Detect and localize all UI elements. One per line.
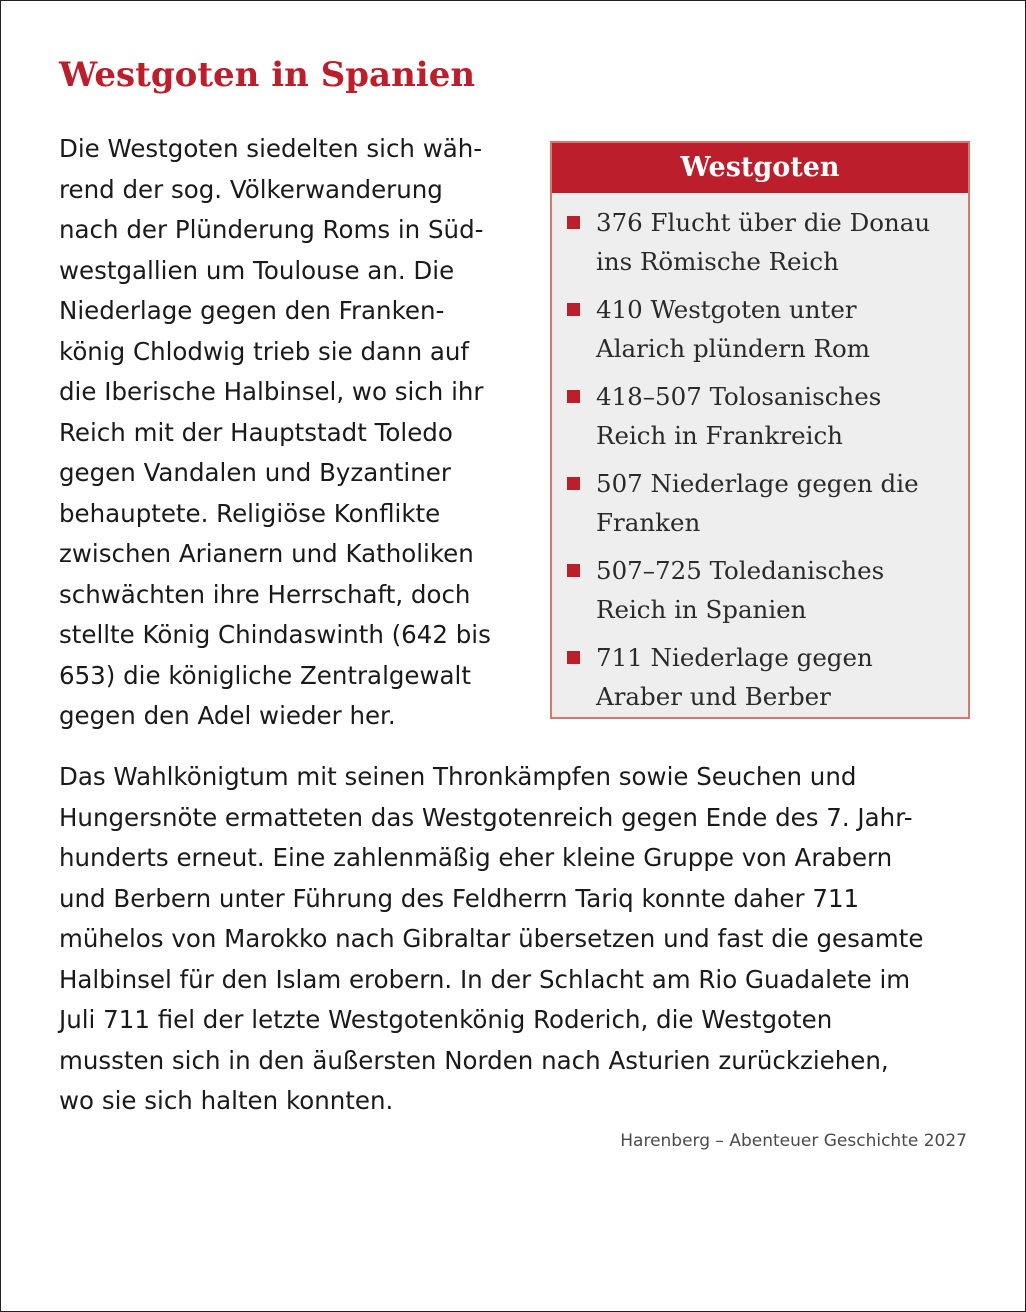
timeline-item — [552, 464, 968, 542]
timeline-item — [552, 290, 968, 368]
square-bullet-icon — [567, 216, 580, 229]
square-bullet-icon — [567, 303, 580, 316]
text-line: die Iberische Halbinsel, wo sich ihr — [59, 377, 484, 406]
text-line: gegen Vandalen und Byzantiner — [59, 458, 451, 487]
main-paragraph — [59, 757, 974, 1122]
timeline-box-title: Westgoten — [552, 143, 968, 193]
text-line: 653) die königliche Zentralgewalt — [59, 660, 471, 690]
timeline-item-line: Reich in Spanien — [596, 595, 807, 624]
text-line: westgallien um Toulouse an. Die — [59, 255, 455, 285]
timeline-item-line: 376 Flucht über die Donau — [596, 208, 931, 237]
timeline-item-line: 711 Niederlage gegen — [596, 643, 873, 672]
text-line: und Berbern unter Führung des Feldherrn Tariq konnte daher 711 — [59, 883, 860, 913]
timeline-item-text — [596, 290, 968, 368]
timeline-item-line: Reich in Frankreich — [596, 421, 843, 450]
text-line: Hungersnöte ermatteten das Westgotenreich gegen Ende des 7. Jahr- — [59, 802, 913, 832]
timeline-item — [552, 551, 968, 629]
intro-paragraph — [59, 129, 539, 737]
text-line: schwächten ihre Herrschaft, doch — [59, 579, 471, 609]
timeline-box — [550, 141, 970, 719]
text-line: könig Chlodwig trieb sie dann auf — [59, 336, 470, 366]
page-title: Westgoten in Spanien — [59, 55, 476, 95]
text-line: Halbinsel für den Islam erobern. In der Schlacht am Rio Guadalete im — [59, 964, 911, 994]
timeline-item-line: 410 Westgoten unter — [596, 295, 857, 324]
text-line: hunderts erneut. Eine zahlenmäßig eher kleine Gruppe von Arabern — [59, 843, 893, 872]
timeline-item — [552, 638, 968, 716]
timeline-list — [552, 193, 968, 716]
timeline-item-line: ins Römische Reich — [596, 247, 839, 276]
text-line: gegen den Adel wieder her. — [59, 701, 396, 730]
timeline-item-text — [596, 638, 968, 716]
timeline-item — [552, 203, 968, 281]
timeline-item — [552, 377, 968, 455]
text-line: mühelos von Marokko nach Gibraltar übersetzen und fast die gesamte — [59, 924, 924, 953]
timeline-item-line: 507 Niederlage gegen die — [596, 469, 919, 498]
text-line: stellte König Chindaswinth (642 bis — [59, 620, 491, 649]
text-line: Das Wahlkönigtum mit seinen Thronkämpfen sowie Seuchen und — [59, 762, 857, 791]
timeline-item-text — [596, 203, 968, 281]
timeline-item-line: 418–507 Tolosanisches — [596, 382, 882, 411]
square-bullet-icon — [567, 564, 580, 577]
text-line: rend der sog. Völkerwanderung — [59, 174, 443, 204]
timeline-item-text — [596, 551, 968, 629]
text-line: nach der Plünderung Roms in Süd- — [59, 215, 484, 244]
timeline-item-line: Araber und Berber — [596, 682, 831, 711]
text-line: Reich mit der Hauptstadt Toledo — [59, 417, 453, 447]
text-line: Die Westgoten siedelten sich wäh- — [59, 134, 483, 163]
text-line: mussten sich in den äußersten Norden nach Asturien zurückziehen, — [59, 1045, 889, 1075]
source-credit: Harenberg – Abenteuer Geschichte 2027 — [620, 1131, 967, 1151]
timeline-item-line: Franken — [596, 508, 701, 537]
text-line: wo sie sich halten konnten. — [59, 1086, 394, 1115]
timeline-item-line: 507–725 Toledanisches — [596, 556, 885, 585]
text-line: zwischen Arianern und Katholiken — [59, 539, 474, 568]
text-line: Juli 711 fiel der letzte Westgotenkönig Roderich, die Westgoten — [59, 1005, 833, 1034]
text-line: behauptete. Religiöse Konflikte — [59, 498, 441, 528]
square-bullet-icon — [567, 651, 580, 664]
text-line: Niederlage gegen den Franken- — [59, 296, 445, 325]
timeline-item-text — [596, 377, 968, 455]
square-bullet-icon — [567, 390, 580, 403]
timeline-item-text — [596, 464, 968, 542]
square-bullet-icon — [567, 477, 580, 490]
timeline-item-line: Alarich plündern Rom — [596, 334, 870, 363]
